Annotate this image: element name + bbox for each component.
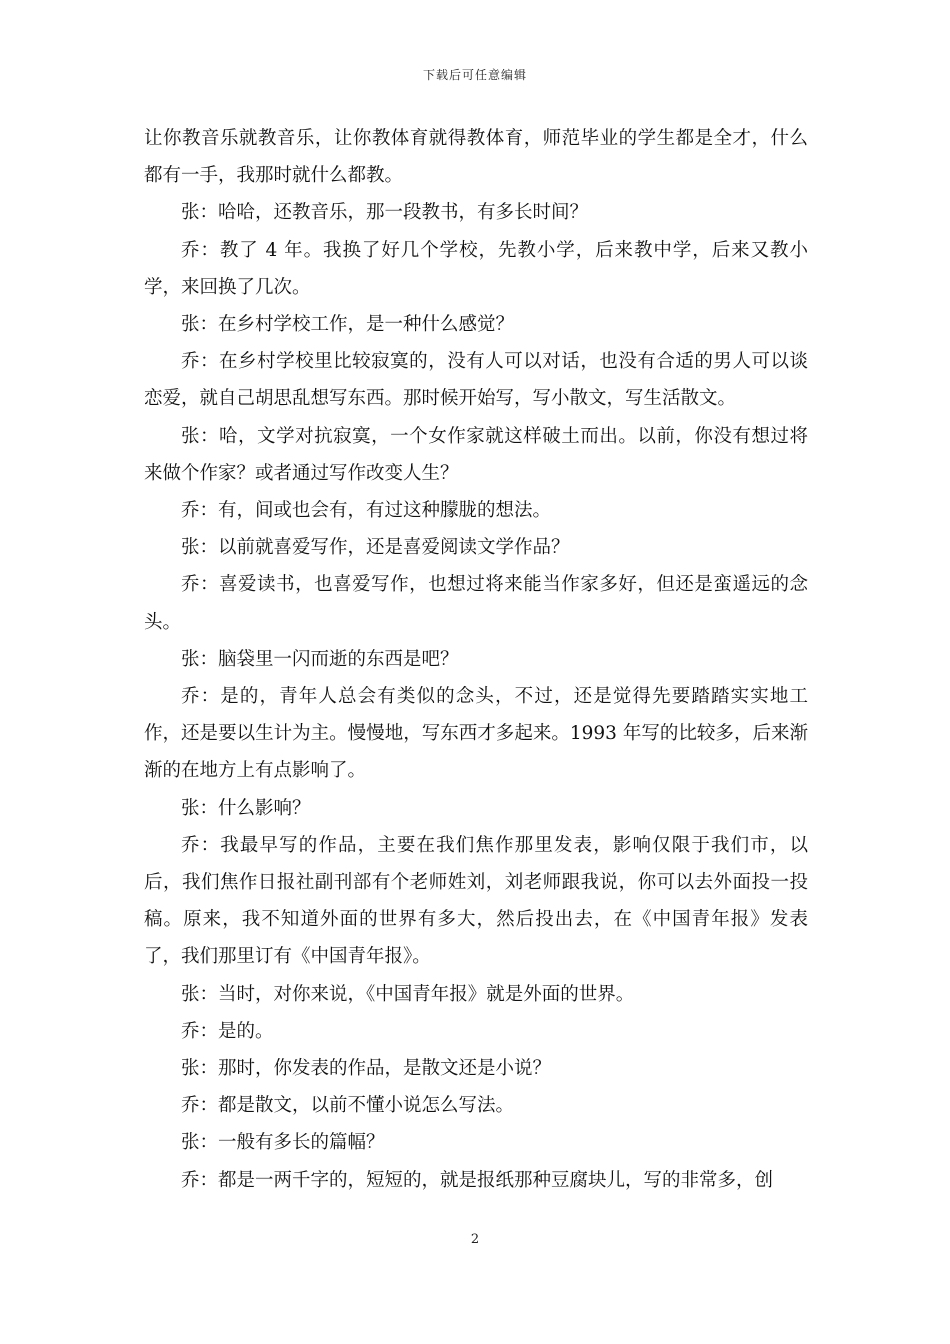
- dialogue-paragraph: 乔：是的，青年人总会有类似的念头，不过，还是觉得先要踏踏实实地工作，还是要以生计为主。慢慢地，写东西才多起来。1993 年写的比较多，后来渐渐的在地方上有点影响了。: [144, 686, 808, 782]
- dialogue-paragraph: 张：那时，你发表的作品，是散文还是小说？: [181, 1058, 552, 1080]
- dialogue-paragraph: 乔：都是一两千字的，短短的，就是报纸那种豆腐块儿，写的非常多，创: [181, 1169, 774, 1191]
- dialogue-paragraph: 乔：教了 4 年。我换了好几个学校，先教小学，后来教中学，后来又教小学，来回换了几次。: [144, 239, 808, 298]
- dialogue-paragraph: 张：脑袋里一闪而逝的东西是吧？: [181, 648, 459, 670]
- dialogue-paragraph: 张：哈哈，还教音乐，那一段教书，有多长时间？: [181, 202, 589, 224]
- dialogue-paragraph: 乔：在乡村学校里比较寂寞的，没有人可以对话，也没有合适的男人可以谈恋爱，就自己胡思乱想写东西。那时候开始写，写小散文，写生活散文。: [144, 351, 808, 410]
- dialogue-paragraph: 乔：喜爱读书，也喜爱写作，也想过将来能当作家多好，但还是蛮遥远的念头。: [144, 574, 808, 633]
- dialogue-paragraph: 张：在乡村学校工作，是一种什么感觉？: [181, 314, 515, 336]
- dialogue-paragraph: 让你教音乐就教音乐，让你教体育就得教体育，师范毕业的学生都是全才，什么都有一手，我那时就什么都教。: [144, 128, 808, 187]
- dialogue-paragraph: 张：当时，对你来说，《中国青年报》就是外面的世界。: [181, 983, 635, 1005]
- dialogue-paragraph: 张：什么影响？: [181, 797, 311, 819]
- dialogue-paragraph: 乔：都是散文，以前不懂小说怎么写法。: [181, 1095, 515, 1117]
- page-header: 下载后可任意编辑: [422, 68, 527, 82]
- dialogue-paragraph: 张：一般有多长的篇幅？: [181, 1132, 385, 1154]
- dialogue-paragraph: 张：哈，文学对抗寂寞，一个女作家就这样破土而出。以前，你没有想过将来做个作家？或者通过写作改变人生？: [144, 425, 808, 484]
- dialogue-paragraph: 乔：有，间或也会有，有过这种朦胧的想法。: [181, 500, 552, 522]
- document-body: [144, 120, 808, 1199]
- dialogue-paragraph: 乔：我最早写的作品，主要在我们焦作那里发表，影响仅限于我们市，以后，我们焦作日报社副刊部有个老师姓刘，刘老师跟我说，你可以去外面投一投稿。原来，我不知道外面的世界有多大，然后投出去，在《中国青年报》发表了，我们那里订有《中国青年报》。: [144, 834, 808, 968]
- dialogue-paragraph: 张：以前就喜爱写作，还是喜爱阅读文学作品？: [181, 537, 570, 559]
- dialogue-paragraph: 乔：是的。: [181, 1020, 274, 1042]
- page-number: 2: [470, 1232, 480, 1247]
